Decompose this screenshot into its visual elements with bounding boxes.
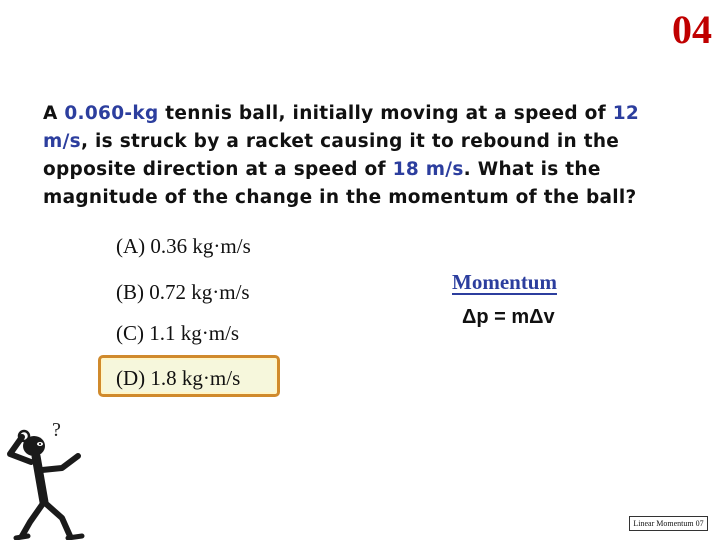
question-part-4: . What is the magnitude of the change in the momentum of the ball?	[43, 159, 637, 208]
question-mark-icon: ?	[52, 419, 61, 441]
question-text	[43, 100, 683, 212]
choice-b[interactable]: (B) 0.72 kg·m/s	[116, 280, 250, 304]
choice-d[interactable]: (D) 1.8 kg·m/s	[116, 366, 241, 390]
question-part-3: , is struck by a racket causing it to rebound in the opposite direction at a speed of	[43, 131, 620, 180]
rebound-speed-value: 18 m/s	[392, 159, 464, 180]
initial-speed-value: 12 m/s	[43, 103, 640, 152]
choice-a[interactable]: (A) 0.36 kg·m/s	[116, 234, 251, 258]
mass-value: 0.060-kg	[64, 103, 159, 124]
thinking-stick-figure-icon	[0, 410, 105, 540]
momentum-formula: Δp = mΔv	[462, 306, 555, 328]
choice-c[interactable]: (C) 1.1 kg·m/s	[116, 321, 240, 345]
slide-number: 04	[672, 7, 712, 52]
topic-link[interactable]: Momentum	[452, 270, 557, 294]
footer-tag: Linear Momentum 07	[629, 516, 708, 531]
question-part-2: tennis ball, initially moving at a speed of	[158, 103, 613, 124]
question-part-1: A	[43, 103, 65, 124]
